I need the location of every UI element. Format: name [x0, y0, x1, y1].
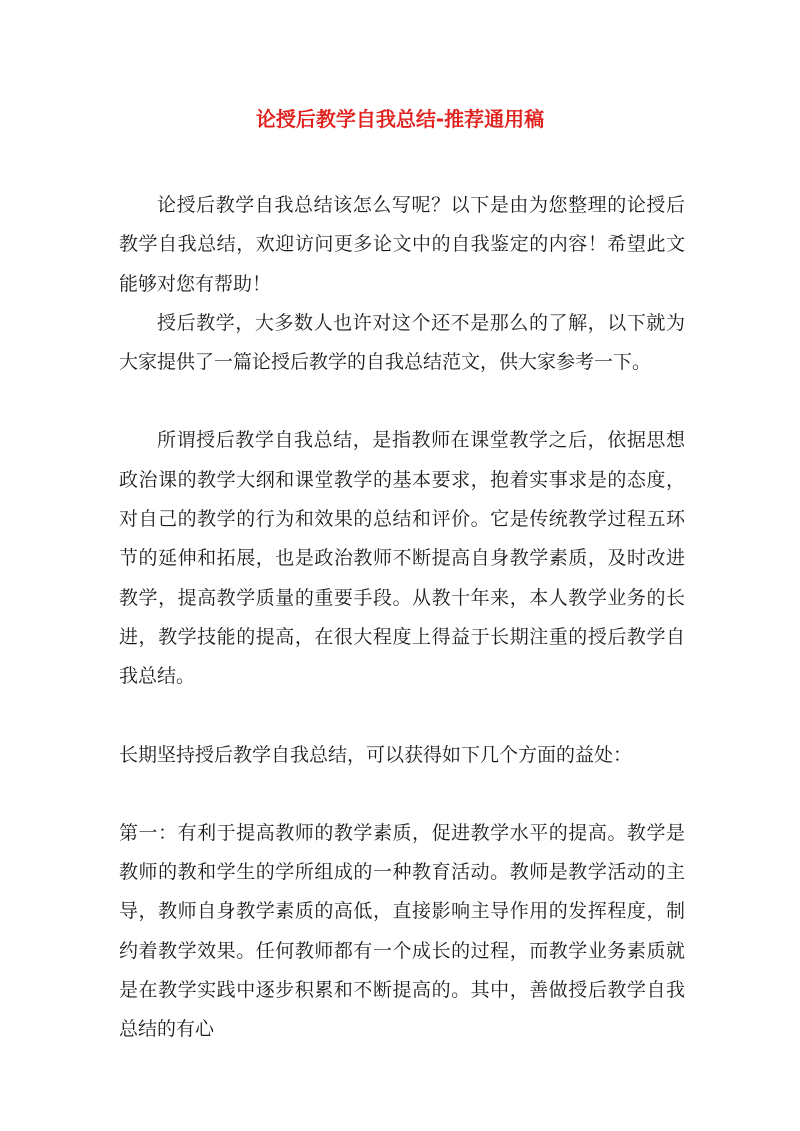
paragraph-definition: 所谓授后教学自我总结，是指教师在课堂教学之后，依据思想政治课的教学大纲和课堂教学的基本要求，抱着实事求是的态度，对自己的教学的行为和效果的总结和评价。它是传统教学过程五环节的延伸和拓展，也是政治教师不断提高自身教学素质，及时改进教学，提高教学质量的重要手段。从教十年来，本人教学业务的长进，教学技能的提高，在很大程度上得益于长期注重的授后教学自我总结。 — [119, 429, 685, 688]
paragraph-overview: 授后教学，大多数人也许对这个还不是那么的了解，以下就为大家提供了一篇论授后教学的自我总结范文，供大家参考一下。 — [119, 311, 685, 374]
paragraph-benefits-intro: 长期坚持授后教学自我总结，可以获得如下几个方面的益处： — [119, 743, 633, 766]
paragraph-benefit-one: 第一：有利于提高教师的教学素质，促进教学水平的提高。教学是教师的教和学生的学所组成的一种教育活动。教师是教学活动的主导，教师自身教学素质的高低，直接影响主导作用的发挥程度，制约着教学效果。任何教师都有一个成长的过程，而教学业务素质就是在教学实践中逐步积累和不断提高的。其中，善做授后教学自我总结的有心 — [119, 821, 685, 1041]
document-title: 论授后教学自我总结-推荐通用稿 — [255, 107, 545, 131]
paragraph-intro: 论授后教学自我总结该怎么写呢？以下是由为您整理的论授后教学自我总结，欢迎访问更多论文中的自我鉴定的内容！希望此文能够对您有帮助！ — [119, 194, 685, 295]
paragraph-spacer — [119, 382, 685, 421]
paragraph-spacer — [119, 697, 685, 736]
document-body — [119, 186, 685, 1050]
paragraph-spacer — [119, 775, 685, 814]
